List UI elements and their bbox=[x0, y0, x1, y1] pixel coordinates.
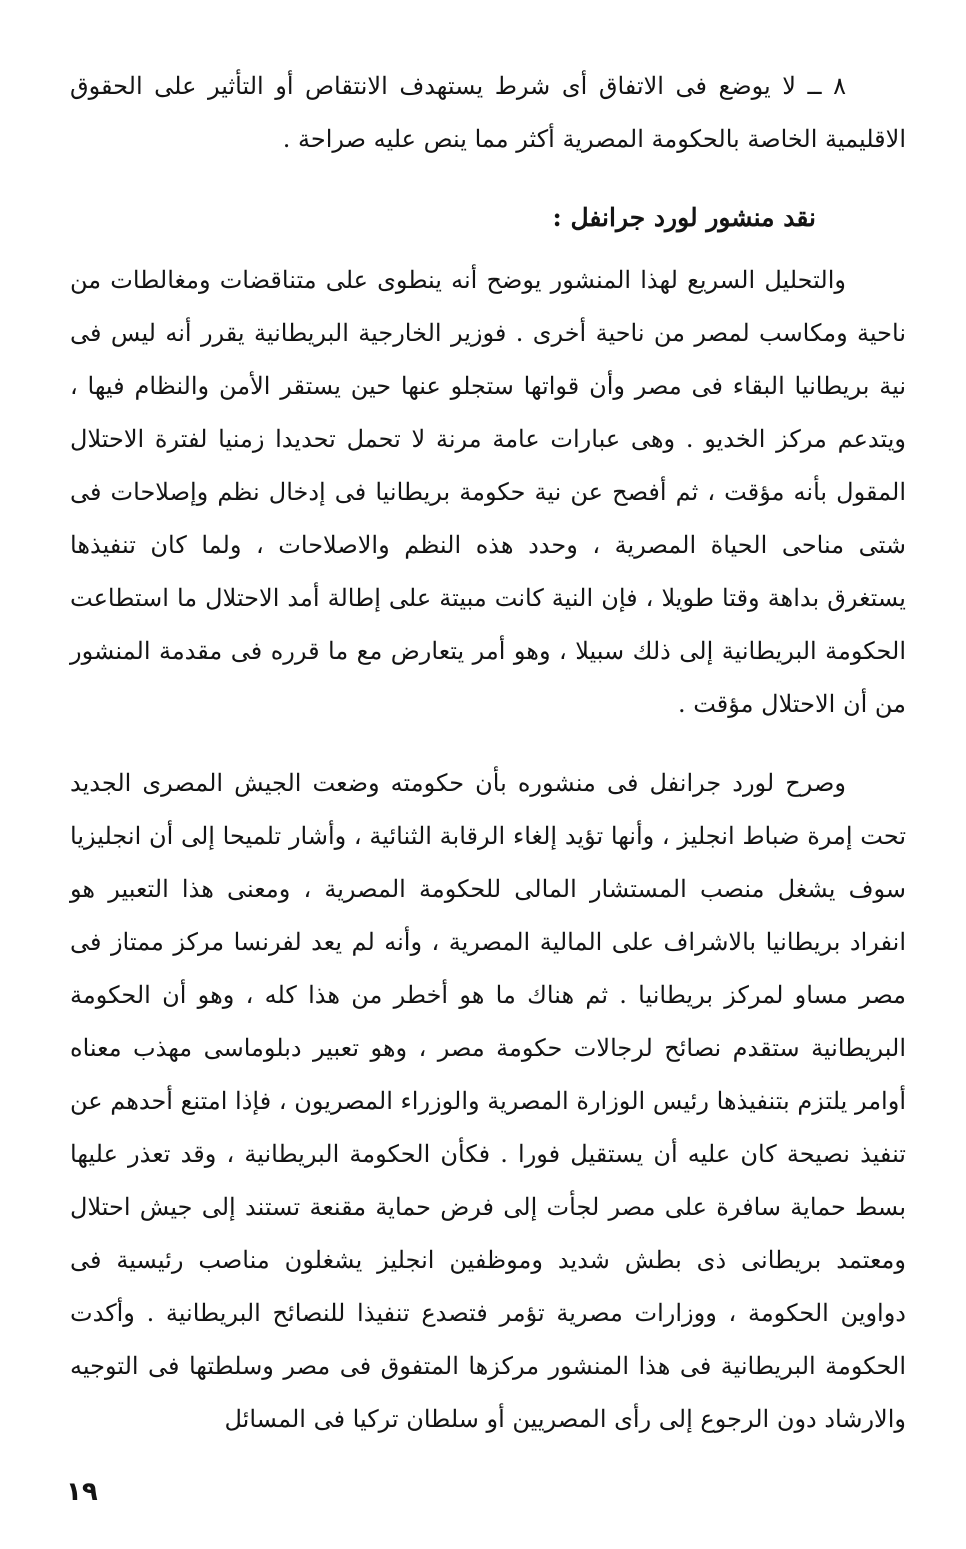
list-item-8: ٨ ــ لا يوضع فى الاتفاق أى شرط يستهدف الانتقاص أو التأثير على الحقوق الاقليمية الخاصة بالحكومة المصرية أكثر مما ينص عليه صراحة . bbox=[70, 72, 906, 153]
spacer bbox=[70, 166, 906, 176]
paragraph-analysis: والتحليل السريع لهذا المنشور يوضح أنه ينطوى على متناقضات ومغالطات من ناحية ومكاسب لمصر من ناحية أخرى . فوزير الخارجية البريطانية يقرر أنه ليس فى نية بريطانيا البقاء فى مصر وأن قواتها ستجلو عنها حين يستقر الأمن والنظام فيها ، ويتدعم مركز الخديو . وهى عبارات عامة مرنة لا تحمل تحديدا زمنيا لفترة الاحتلال المقول بأنه مؤقت ، ثم أفصح عن نية حكومة بريطانيا فى إدخال نظم وإصلاحات فى شتى مناحى الحياة المصرية ، وحدد هذه النظم والاصلاحات ، ولما كان تنفيذها يستغرق بداهة وقتا طويلا ، فإن النية كانت مبيتة على إطالة أمد الاحتلال ما استطاعت الحكومة البريطانية إلى ذلك سبيلا ، وهو أمر يتعارض مع ما قرره فى مقدمة المنشور من أن الاحتلال مؤقت . bbox=[70, 266, 907, 718]
paragraph-granville-declaration: وصرح لورد جرانفل فى منشوره بأن حكومته وضعت الجيش المصرى الجديد تحت إمرة ضباط انجليز ، وأنها تؤيد إلغاء الرقابة الثنائية ، وأشار تلميحا إلى أن انجليزيا سوف يشغل منصب المستشار المالى للحكومة المصرية ، ومعنى هذا التعبير هو انفراد بريطانيا بالاشراف على المالية المصرية ، وأنه لم يعد لفرنسا مركز ممتاز فى مصر مساو لمركز بريطانيا . ثم هناك ما هو أخطر من هذا كله ، وهو أن الحكومة البريطانية ستقدم نصائح لرجالات حكومة مصر ، وهو تعبير دبلوماسى مهذب معناه أوامر يلتزم بتنفيذها رئيس الوزارة المصرية والوزراء المصريون ، فإذا امتنع أحدهم عن تنفيذ نصيحة كان عليه أن يستقيل فورا . فكأن الحكومة البريطانية ، وقد تعذر عليها بسط حماية سافرة على مصر لجأت إلى فرض حماية مقنعة تستند إلى جيش احتلال ومعتمد بريطانى ذى بطش شديد وموظفين انجليز يشغلون مناصب رئيسية فى دواوين الحكومة ، ووزارات مصرية تؤمر فتصدع تنفيذا للنصائح البريطانية . وأكدت الحكومة البريطانية فى هذا المنشور مركزها المتفوق فى مصر وسلطتها فى التوجيه والارشاد دون الرجوع إلى رأى المصريين أو سلطان تركيا فى المسائل bbox=[70, 769, 906, 1433]
section-heading: نقد منشور لورد جرانفل : bbox=[552, 203, 816, 232]
page-body bbox=[70, 60, 906, 1500]
spacer bbox=[70, 731, 906, 757]
page-number: ١٩ bbox=[66, 1477, 98, 1507]
